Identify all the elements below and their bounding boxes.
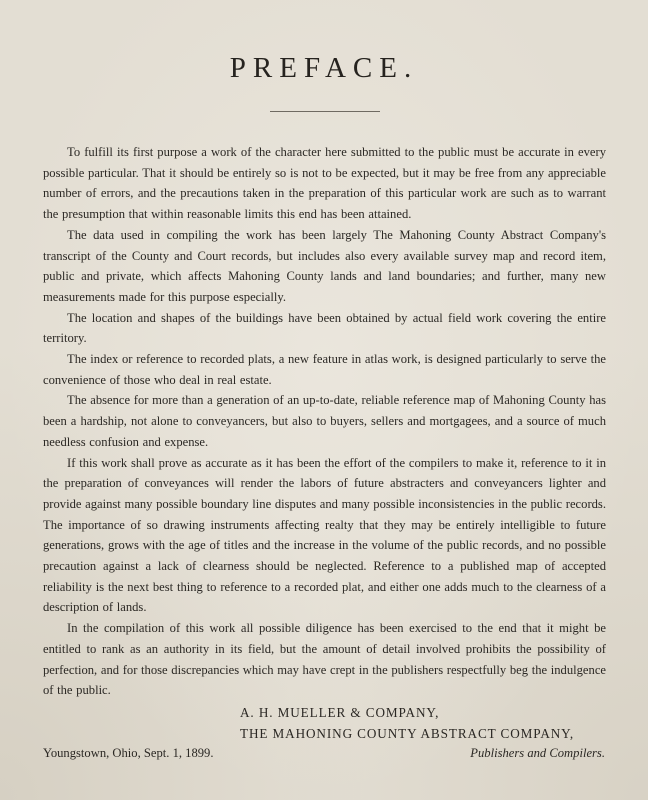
paragraph: The absence for more than a generation of an up-to-date, reliable reference map of Mahoning County has been a hardship, not alone to conveyancers, but also to buyers, sellers and mortgagees, and a source of much needless confusion and expense. bbox=[43, 393, 606, 449]
paragraph: The index or reference to recorded plats, a new feature in atlas work, is designed particularly to serve the convenience of those who deal in real estate. bbox=[43, 352, 606, 387]
paragraph: If this work shall prove as accurate as it has been the effort of the compilers to make it, reference to it in the preparation of conveyances will render the labors of future abstracters and conveyancers lighter and provide against many possible boundary line disputes and many possible inconsistencies in the public records. The importance of so drawing instruments affecting realty that they may be entirely intelligible to future generations, grows with the age of titles and the increase in the volume of the public records, and no possible precaution against a lack of clearness should be neglected. Reference to a published map of accepted reliability is the next best thing to reference to a recorded plat, and either one adds much to the clearness of a description of lands. bbox=[43, 455, 606, 615]
signature-abstract-company: THE MAHONING COUNTY ABSTRACT COMPANY, bbox=[240, 726, 575, 741]
paragraph: In the compilation of this work all possible diligence has been exercised to the end that it might be entitled to rank as an authority in its field, but the amount of detail involved prohibits the possibility of perfection, and for those discrepancies which may have crept in the publishers respectfully beg the indulgence of the public. bbox=[43, 621, 606, 698]
paragraph: To fulfill its first purpose a work of the character here submitted to the public must be accurate in every possible particular. That it should be entirely so is not to be expected, but it may be free from any appreciable number of errors, and the precautions taken in the preparation of this particular work are such as to warrant the presumption that within reasonable limits this end has been attained. bbox=[43, 145, 606, 222]
title-divider bbox=[270, 111, 380, 112]
page-title: PREFACE. bbox=[229, 52, 419, 84]
signature-company: A. H. MUELLER & COMPANY, bbox=[240, 705, 440, 720]
signature-role: Publishers and Compilers. bbox=[470, 746, 605, 760]
preface-body bbox=[43, 142, 606, 701]
dateline: Youngstown, Ohio, Sept. 1, 1899. bbox=[43, 746, 214, 760]
paragraph: The data used in compiling the work has been largely The Mahoning County Abstract Company's transcript of the County and Court records, but includes also every available survey map and record item, public and private, which affects Mahoning County lands and land boundaries; and further, many new measurements made for this purpose especially. bbox=[43, 227, 606, 304]
paragraph: The location and shapes of the buildings have been obtained by actual field work covering the entire territory. bbox=[43, 310, 606, 346]
